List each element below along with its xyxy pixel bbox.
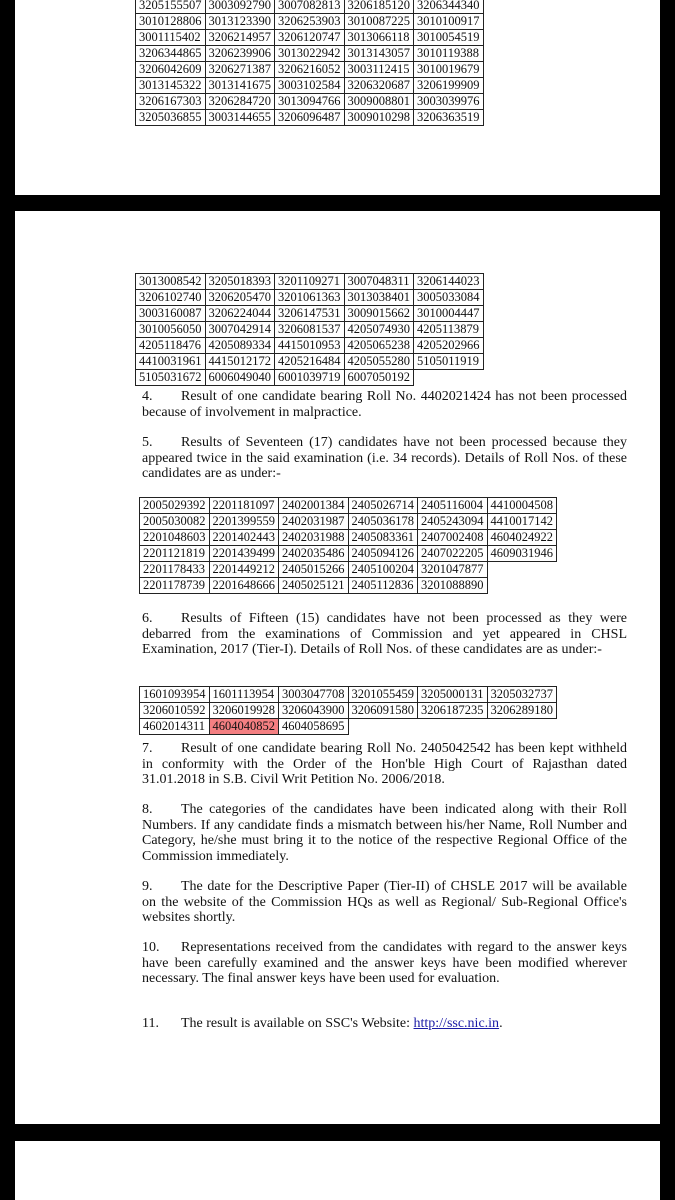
roll-number-cell: 3206167303 — [136, 94, 206, 110]
paragraph-5 — [142, 435, 627, 482]
roll-number-cell: 4205202966 — [414, 338, 484, 354]
roll-number-cell: 4205113879 — [414, 322, 484, 338]
table-row — [136, 46, 484, 62]
table-row — [136, 14, 484, 30]
roll-number-cell: 2402001384 — [279, 498, 349, 514]
roll-number-cell: 3206120747 — [275, 30, 345, 46]
roll-number-cell: 3013038401 — [344, 290, 414, 306]
roll-number-cell: 4205118476 — [136, 338, 206, 354]
roll-number-cell: 4205216484 — [275, 354, 345, 370]
roll-number-cell: 4205089334 — [205, 338, 275, 354]
roll-number-cell: 3206344865 — [136, 46, 206, 62]
paragraph-8 — [142, 802, 627, 864]
roll-number-cell: 3007048311 — [344, 274, 414, 290]
roll-number-cell: 4604024922 — [487, 530, 557, 546]
roll-number-cell: 3013066118 — [344, 30, 414, 46]
roll-number-cell: 3013008542 — [136, 274, 206, 290]
roll-number-table-continued — [135, 273, 484, 386]
roll-number-cell — [348, 719, 418, 735]
roll-number-cell: 2405015266 — [279, 562, 349, 578]
roll-number-cell: 3206019928 — [209, 703, 279, 719]
roll-number-cell: 3013123390 — [205, 14, 275, 30]
roll-number-cell: 2005029392 — [140, 498, 210, 514]
roll-number-cell: 3003144655 — [205, 110, 275, 126]
roll-number-cell: 2405116004 — [418, 498, 488, 514]
roll-number-cell: 3205036855 — [136, 110, 206, 126]
paragraph-10 — [142, 940, 627, 987]
table-row — [140, 719, 557, 735]
roll-number-cell: 3206271387 — [205, 62, 275, 78]
roll-number-cell: 3201047877 — [418, 562, 488, 578]
roll-number-cell: 3010019679 — [414, 62, 484, 78]
roll-number-cell: 3205000131 — [418, 687, 488, 703]
roll-number-cell: 3001115402 — [136, 30, 206, 46]
paragraph-number: 10. — [142, 940, 160, 955]
roll-number-cell: 3013145322 — [136, 78, 206, 94]
roll-number-cell: 6006049040 — [205, 370, 275, 386]
roll-number-cell: 3003112415 — [344, 62, 414, 78]
roll-number-cell: 2405036178 — [348, 514, 418, 530]
roll-number-cell: 4609031946 — [487, 546, 557, 562]
roll-number-cell: 3206010592 — [140, 703, 210, 719]
roll-number-cell: 3206144023 — [414, 274, 484, 290]
roll-number-cell: 2201399559 — [209, 514, 279, 530]
roll-number-cell: 6001039719 — [275, 370, 345, 386]
roll-number-cell: 3206042609 — [136, 62, 206, 78]
roll-number-cell: 3206320687 — [344, 78, 414, 94]
paragraph-text: The date for the Descriptive Paper (Tier-II) of CHSLE 2017 will be available on the website of the Commission HQs as well as Regional/ Sub-Regional Office's websites shortly. — [142, 879, 627, 926]
roll-number-cell: 4205055280 — [344, 354, 414, 370]
roll-number-cell: 3010128806 — [136, 14, 206, 30]
table-row — [136, 290, 484, 306]
roll-number-cell: 3206284720 — [205, 94, 275, 110]
roll-number-cell: 3010056050 — [136, 322, 206, 338]
roll-number-cell: 3003160087 — [136, 306, 206, 322]
roll-number-cell: 2407022205 — [418, 546, 488, 562]
roll-number-cell: 2005030082 — [140, 514, 210, 530]
roll-number-cell: 2201648666 — [209, 578, 279, 594]
roll-number-cell: 3206363519 — [414, 110, 484, 126]
table-row — [136, 322, 484, 338]
roll-number-cell: 1601093954 — [140, 687, 210, 703]
paragraph-text: The categories of the candidates have been indicated along with their Roll Numbers. If any candidate finds a mismatch between his/her Name, Roll Number and Category, he/she must bring it to the notice of the respective Regional Office of the Commission immediately. — [142, 802, 627, 864]
roll-number-cell: 2405083361 — [348, 530, 418, 546]
table-row — [140, 687, 557, 703]
paragraph-text: Result of one candidate bearing Roll No. 2405042542 has been kept withheld in conformity with the Order of the Hon'ble High Court of Rajasthan dated 31.01.2018 in S.B. Civil Writ Petition No. 2006/2018. — [142, 741, 627, 788]
roll-number-cell: 3206199909 — [414, 78, 484, 94]
table-row — [136, 62, 484, 78]
roll-number-cell: 4415010953 — [275, 338, 345, 354]
table-row — [136, 0, 484, 14]
roll-number-cell: 3009008801 — [344, 94, 414, 110]
roll-number-cell: 5105031672 — [136, 370, 206, 386]
table-row — [136, 370, 484, 386]
roll-number-cell: 2405100204 — [348, 562, 418, 578]
paragraph-number: 8. — [142, 802, 153, 817]
table-row — [136, 30, 484, 46]
roll-number-cell: 2405025121 — [279, 578, 349, 594]
roll-number-cell: 3206043900 — [279, 703, 349, 719]
roll-number-cell: 3206214957 — [205, 30, 275, 46]
roll-number-cell: 4205065238 — [344, 338, 414, 354]
roll-number-cell: 1601113954 — [209, 687, 279, 703]
roll-number-cell: 2201181097 — [209, 498, 279, 514]
roll-number-cell: 3205155507 — [136, 0, 206, 14]
document-page-1 — [15, 0, 660, 195]
table-row — [140, 703, 557, 719]
roll-number-cell: 3010054519 — [414, 30, 484, 46]
roll-number-cell: 3206185120 — [344, 0, 414, 14]
roll-number-cell: 3206216052 — [275, 62, 345, 78]
roll-number-cell: 3003092790 — [205, 0, 275, 14]
paragraph-text: Results of Seventeen (17) candidates have not been processed because they appeared twice in the said examination (i.e. 34 records). Details of Roll Nos. of these candidates are as under:- — [142, 435, 627, 482]
paragraph-6 — [142, 611, 627, 658]
document-page-2 — [15, 211, 660, 1124]
paragraph-end: . — [499, 1016, 503, 1031]
roll-number-cell: 3009010298 — [344, 110, 414, 126]
paragraph-text: Representations received from the candidates with regard to the answer keys have been carefully examined and the answer keys have been modified wherever necessary. The final answer keys have been used for evaluation. — [142, 940, 627, 987]
roll-number-cell: 3206102740 — [136, 290, 206, 306]
roll-number-cell: 2405094126 — [348, 546, 418, 562]
roll-number-cell: 3005033084 — [414, 290, 484, 306]
table-row — [136, 306, 484, 322]
table-row — [140, 546, 557, 562]
roll-number-cell: 3010087225 — [344, 14, 414, 30]
roll-number-cell: 3206096487 — [275, 110, 345, 126]
roll-number-cell: 2407002408 — [418, 530, 488, 546]
table-row — [136, 78, 484, 94]
roll-number-cell: 3206147531 — [275, 306, 345, 322]
roll-number-cell: 4205074930 — [344, 322, 414, 338]
roll-number-cell: 3206224044 — [205, 306, 275, 322]
roll-number-cell: 3201061363 — [275, 290, 345, 306]
roll-number-cell: 3013143057 — [344, 46, 414, 62]
paragraph-number: 5. — [142, 435, 153, 450]
roll-number-cell: 3201109271 — [275, 274, 345, 290]
roll-number-cell: 3206239906 — [205, 46, 275, 62]
roll-number-cell — [487, 562, 557, 578]
roll-number-cell: 2201048603 — [140, 530, 210, 546]
table-row — [140, 578, 557, 594]
paragraph-number: 6. — [142, 611, 153, 626]
roll-number-cell: 3206289180 — [487, 703, 557, 719]
roll-number-cell: 5105011919 — [414, 354, 484, 370]
roll-number-cell: 3013022942 — [275, 46, 345, 62]
roll-number-cell: 2201178739 — [140, 578, 210, 594]
table-row — [136, 110, 484, 126]
roll-number-cell — [414, 370, 484, 386]
debarred-candidates-table — [139, 686, 557, 735]
roll-number-table — [135, 0, 484, 126]
roll-number-cell — [487, 719, 557, 735]
roll-number-cell: 3009015662 — [344, 306, 414, 322]
roll-number-cell: 2201402443 — [209, 530, 279, 546]
roll-number-cell: 3013094766 — [275, 94, 345, 110]
paragraph-number: 11. — [142, 1016, 159, 1031]
roll-number-cell: 2201449212 — [209, 562, 279, 578]
table-row — [140, 562, 557, 578]
table-row — [136, 354, 484, 370]
roll-number-cell: 3003102584 — [275, 78, 345, 94]
roll-number-cell: 4410004508 — [487, 498, 557, 514]
roll-number-cell: 3206253903 — [275, 14, 345, 30]
roll-number-cell: 3206344340 — [414, 0, 484, 14]
roll-number-cell: 4602014311 — [140, 719, 210, 735]
roll-number-cell: 4410017142 — [487, 514, 557, 530]
roll-number-cell: 2405243094 — [418, 514, 488, 530]
roll-number-cell: 2402031988 — [279, 530, 349, 546]
roll-number-cell: 3206205470 — [205, 290, 275, 306]
table-row — [136, 338, 484, 354]
roll-number-cell: 3007042914 — [205, 322, 275, 338]
duplicate-candidates-table — [139, 497, 557, 594]
roll-number-cell: 3201055459 — [348, 687, 418, 703]
document-page-3 — [15, 1141, 660, 1200]
table-row — [140, 530, 557, 546]
paragraph-number: 7. — [142, 741, 153, 756]
roll-number-cell: 6007050192 — [344, 370, 414, 386]
paragraph-text: Results of Fifteen (15) candidates have not been processed as they were debarred from the examinations of Commission and yet appeared in CHSL Examination, 2017 (Tier-I). Details of Roll Nos. of these candidates are as under:- — [142, 611, 627, 658]
highlighted-roll-number-cell: 4604040852 — [209, 719, 279, 735]
table-row — [140, 514, 557, 530]
roll-number-cell: 4415012172 — [205, 354, 275, 370]
roll-number-cell: 2402035486 — [279, 546, 349, 562]
roll-number-cell: 2201178433 — [140, 562, 210, 578]
paragraph-4 — [142, 389, 627, 420]
paragraph-number: 4. — [142, 389, 153, 404]
roll-number-cell: 3205032737 — [487, 687, 557, 703]
roll-number-cell: 3003047708 — [279, 687, 349, 703]
ssc-website-link[interactable]: http://ssc.nic.in — [413, 1016, 500, 1031]
roll-number-cell: 3206187235 — [418, 703, 488, 719]
roll-number-cell — [418, 719, 488, 735]
roll-number-cell: 2402031987 — [279, 514, 349, 530]
roll-number-cell: 3013141675 — [205, 78, 275, 94]
roll-number-cell: 2201439499 — [209, 546, 279, 562]
roll-number-cell: 3010004447 — [414, 306, 484, 322]
paragraph-11 — [142, 1016, 627, 1032]
roll-number-cell: 2201121819 — [140, 546, 210, 562]
roll-number-cell: 3206081537 — [275, 322, 345, 338]
roll-number-cell: 3007082813 — [275, 0, 345, 14]
roll-number-cell: 3205018393 — [205, 274, 275, 290]
table-row — [136, 94, 484, 110]
roll-number-cell: 3206091580 — [348, 703, 418, 719]
paragraph-text: Result of one candidate bearing Roll No. 4402021424 has not been processed because of involvement in malpractice. — [142, 389, 627, 420]
roll-number-cell: 4604058695 — [279, 719, 349, 735]
paragraph-text: The result is available on SSC's Website: — [181, 1016, 414, 1031]
roll-number-cell: 2405112836 — [348, 578, 418, 594]
roll-number-cell: 3003039976 — [414, 94, 484, 110]
roll-number-cell: 3201088890 — [418, 578, 488, 594]
roll-number-cell: 4410031961 — [136, 354, 206, 370]
roll-number-cell: 3010119388 — [414, 46, 484, 62]
roll-number-cell: 2405026714 — [348, 498, 418, 514]
table-row — [140, 498, 557, 514]
paragraph-number: 9. — [142, 879, 153, 894]
roll-number-cell — [487, 578, 557, 594]
paragraph-7 — [142, 741, 627, 788]
roll-number-cell: 3010100917 — [414, 14, 484, 30]
paragraph-9 — [142, 879, 627, 926]
table-row — [136, 274, 484, 290]
